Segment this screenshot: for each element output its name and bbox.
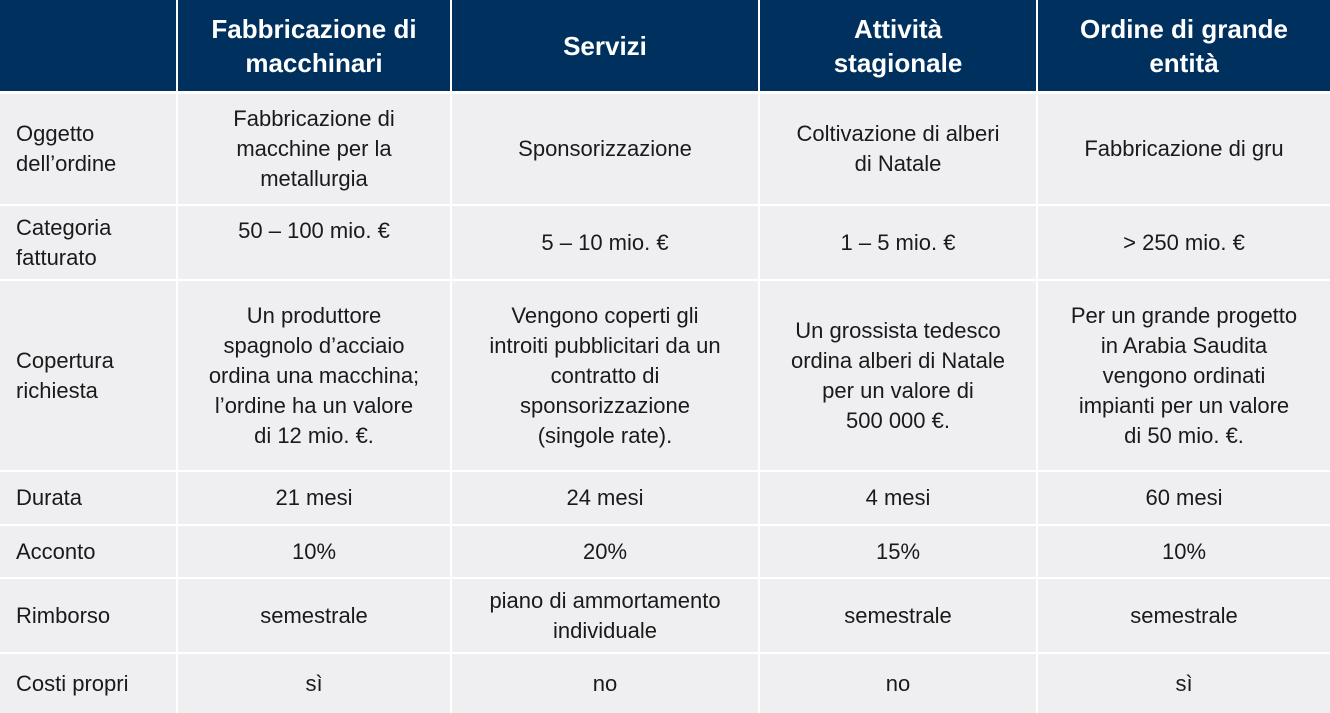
row-label: Oggetto dell’ordine [0,94,178,206]
table-row-acconto [0,526,1330,579]
table-row-categoria [0,206,1330,281]
row-label: Rimborso [0,579,178,654]
table-row-costi-propri [0,654,1330,713]
row-label: Durata [0,472,178,526]
header-row [0,0,1330,94]
header-ordine-grande-entita: Ordine di grande entità [1038,0,1330,94]
table-cell: 24 mesi [452,472,760,526]
table-cell: sì [178,654,452,713]
table-cell: Sponsorizzazione [452,94,760,206]
table-cell: 15% [760,526,1038,579]
table-row-copertura [0,281,1330,472]
header-attivita-stagionale: Attività stagionale [760,0,1038,94]
table-cell: Vengono coperti gli introiti pubblicitari da un contratto di sponsorizzazione (singole rate). [452,281,760,472]
table-cell: semestrale [1038,579,1330,654]
table-cell: Per un grande progetto in Arabia Saudita vengono ordinati impianti per un valore di 50 mio. €. [1038,281,1330,472]
row-label: Costi propri [0,654,178,713]
header-servizi: Servizi [452,0,760,94]
table-row-rimborso [0,579,1330,654]
row-label: Categoria fatturato [0,206,178,281]
table-cell: 21 mesi [178,472,452,526]
table-cell: no [760,654,1038,713]
row-label: Copertura richiesta [0,281,178,472]
table-row-oggetto [0,94,1330,206]
table-cell: 20% [452,526,760,579]
table-cell: Coltivazione di alberi di Natale [760,94,1038,206]
table-cell: 10% [1038,526,1330,579]
header-corner [0,0,178,94]
table-cell: piano di ammortamento individuale [452,579,760,654]
table-cell: sì [1038,654,1330,713]
table-cell: 60 mesi [1038,472,1330,526]
table-cell: 10% [178,526,452,579]
table-row-durata [0,472,1330,526]
table-cell: no [452,654,760,713]
table-cell: > 250 mio. € [1038,206,1330,281]
table-cell: Fabbricazione di gru [1038,94,1330,206]
table-cell: Fabbricazione di macchine per la metallurgia [178,94,452,206]
table-cell: 5 – 10 mio. € [452,206,760,281]
table-cell: 4 mesi [760,472,1038,526]
row-label: Acconto [0,526,178,579]
table-cell: 50 – 100 mio. € [178,206,452,281]
table-cell: semestrale [760,579,1038,654]
table-cell: Un produttore spagnolo d’acciaio ordina una macchina; l’ordine ha un valore di 12 mio. €. [178,281,452,472]
table-cell: 1 – 5 mio. € [760,206,1038,281]
header-fabbricazione: Fabbricazione di macchinari [178,0,452,94]
table-cell: Un grossista tedesco ordina alberi di Natale per un valore di 500 000 €. [760,281,1038,472]
table-cell: semestrale [178,579,452,654]
